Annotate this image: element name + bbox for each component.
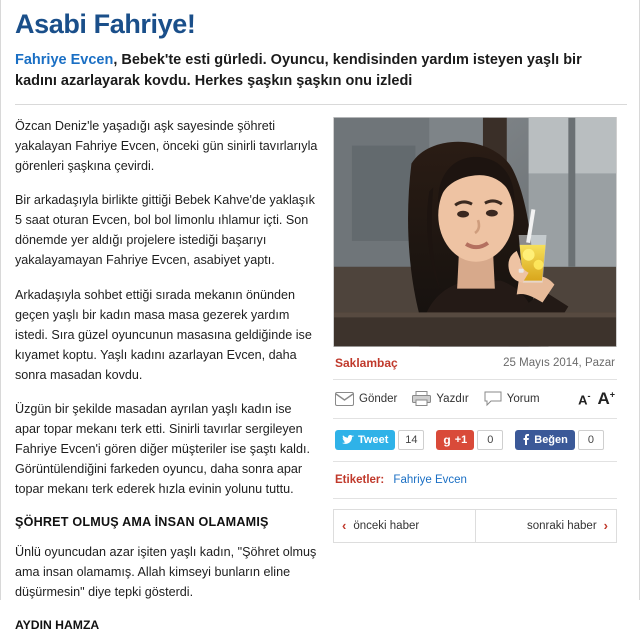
article-navigation	[333, 509, 617, 543]
comment-button[interactable]	[484, 391, 540, 406]
tag-item[interactable]: Fahriye Evcen	[393, 473, 467, 486]
paragraph-1	[15, 117, 319, 177]
paragraph-5-text: Ünlü oyuncudan azar işiten yaşlı kadın, "Şöhret olmuş ama insan olamamış. Allah kimseyi bunların eline düşürmesin" diye tepki gösterdi.	[15, 544, 317, 599]
font-decrease-letter: A	[578, 391, 588, 407]
publish-date: 25 Mayıs 2014, Pazar	[503, 356, 615, 369]
page-title: Asabi Fahriye!	[15, 9, 196, 39]
comment-label: Yorum	[506, 392, 540, 405]
font-decrease-sign: -	[587, 390, 591, 401]
google-plus-icon: g	[443, 432, 451, 447]
google-plus-button[interactable]	[436, 430, 474, 450]
paragraph-2-text: Bir arkadaşıyla birlikte gittiği Bebek Kahve'de yaklaşık 5 saat oturan Evcen, bol bol limonlu ıhlamur içti. Son dönemde yer aldığı projelere istediği başarıyı yakalayamayan Fahriye Evcen, asabiyet yaptı.	[15, 193, 315, 268]
tweet-count: 14	[398, 430, 424, 450]
twitter-bird-icon	[342, 435, 354, 445]
summary-text: , Bebek'te esti gürledi. Oyuncu, kendisinden yardım isteyen yaşlı bir kadını azarlayarak kovdu. Herkes şaşkın şaşkın onu izledi	[15, 51, 582, 89]
next-article-button[interactable]	[476, 509, 618, 543]
font-size-controls	[578, 389, 615, 409]
article-columns	[15, 117, 627, 632]
chevron-right-icon: ›	[603, 518, 608, 534]
article-summary	[15, 50, 627, 92]
gplus-label: +1	[454, 433, 468, 446]
font-increase-letter: A	[597, 388, 610, 408]
send-button[interactable]	[335, 392, 397, 406]
facebook-label: Beğen	[534, 433, 568, 446]
tags-label: Etiketler:	[335, 473, 385, 486]
print-label: Yazdır	[436, 392, 469, 405]
send-label: Gönder	[359, 392, 398, 405]
article-content	[1, 0, 639, 632]
social-share-row	[333, 419, 617, 462]
chevron-left-icon: ‹	[342, 518, 347, 534]
article-subheading: ŞÖHRET OLMUŞ AMA İNSAN OLAMAMIŞ	[15, 514, 269, 529]
paragraph-4	[15, 400, 319, 499]
article-body	[15, 117, 333, 632]
previous-article-button[interactable]	[333, 509, 476, 543]
printer-icon	[412, 391, 431, 406]
tweet-label: Tweet	[358, 433, 389, 446]
article-sidebar	[333, 117, 617, 543]
photo-source: Saklambaç	[335, 355, 398, 370]
twitter-tweet-button[interactable]	[335, 430, 395, 450]
divider	[15, 104, 627, 105]
article-photo	[333, 117, 617, 347]
paragraph-3	[15, 286, 319, 385]
tags-row	[333, 462, 617, 499]
previous-article-label: önceki haber	[353, 519, 420, 532]
gplus-count: 0	[477, 430, 503, 450]
envelope-icon	[335, 392, 354, 406]
woman-drinking-lemonade-photo	[334, 118, 616, 346]
facebook-f-icon	[522, 434, 530, 445]
facebook-count: 0	[578, 430, 604, 450]
article-tools	[333, 380, 617, 419]
font-increase-sign: +	[609, 389, 615, 400]
facebook-like-button[interactable]	[515, 430, 575, 450]
byline: AYDIN HAMZA	[15, 617, 100, 632]
print-button[interactable]	[412, 391, 468, 406]
paragraph-5	[15, 543, 319, 603]
paragraph-3-text: Arkadaşıyla sohbet ettiği sırada mekanın önünden geçen yaşlı bir kadın masa masa gezerek yardım istedi. Sıra güzel oyuncunun masasına geldiğinde ise kıyamet koptu. Yaşlı kadını azarlayan Evcen, daha sonra masadan kovdu.	[15, 287, 312, 382]
font-increase-button[interactable]	[597, 389, 615, 409]
font-decrease-button[interactable]	[578, 391, 590, 407]
photo-caption-row	[333, 347, 617, 380]
paragraph-2	[15, 191, 319, 271]
paragraph-1-text: Özcan Deniz'le yaşadığı aşk sayesinde şöhreti yakalayan Fahriye Evcen, önceki gün sinirli tavırlarıyla görenleri şaşkına çevirdi.	[15, 118, 318, 173]
paragraph-4-text: Üzgün bir şekilde masadan ayrılan yaşlı kadın ise apar topar mekanı terk etti. Sinirli tavırlar sergileyen Fahriye Evcen'i gören diğer müşteriler ise şaştı kaldı. Görüntülendiğini farkeden oyuncu, daha sonra apar topar mekanı terk ederek hızla evinin yolunu tuttu.	[15, 402, 310, 496]
next-article-label: sonraki haber	[526, 519, 597, 532]
summary-person-link[interactable]: Fahriye Evcen	[15, 51, 114, 68]
speech-bubble-icon	[484, 391, 502, 406]
